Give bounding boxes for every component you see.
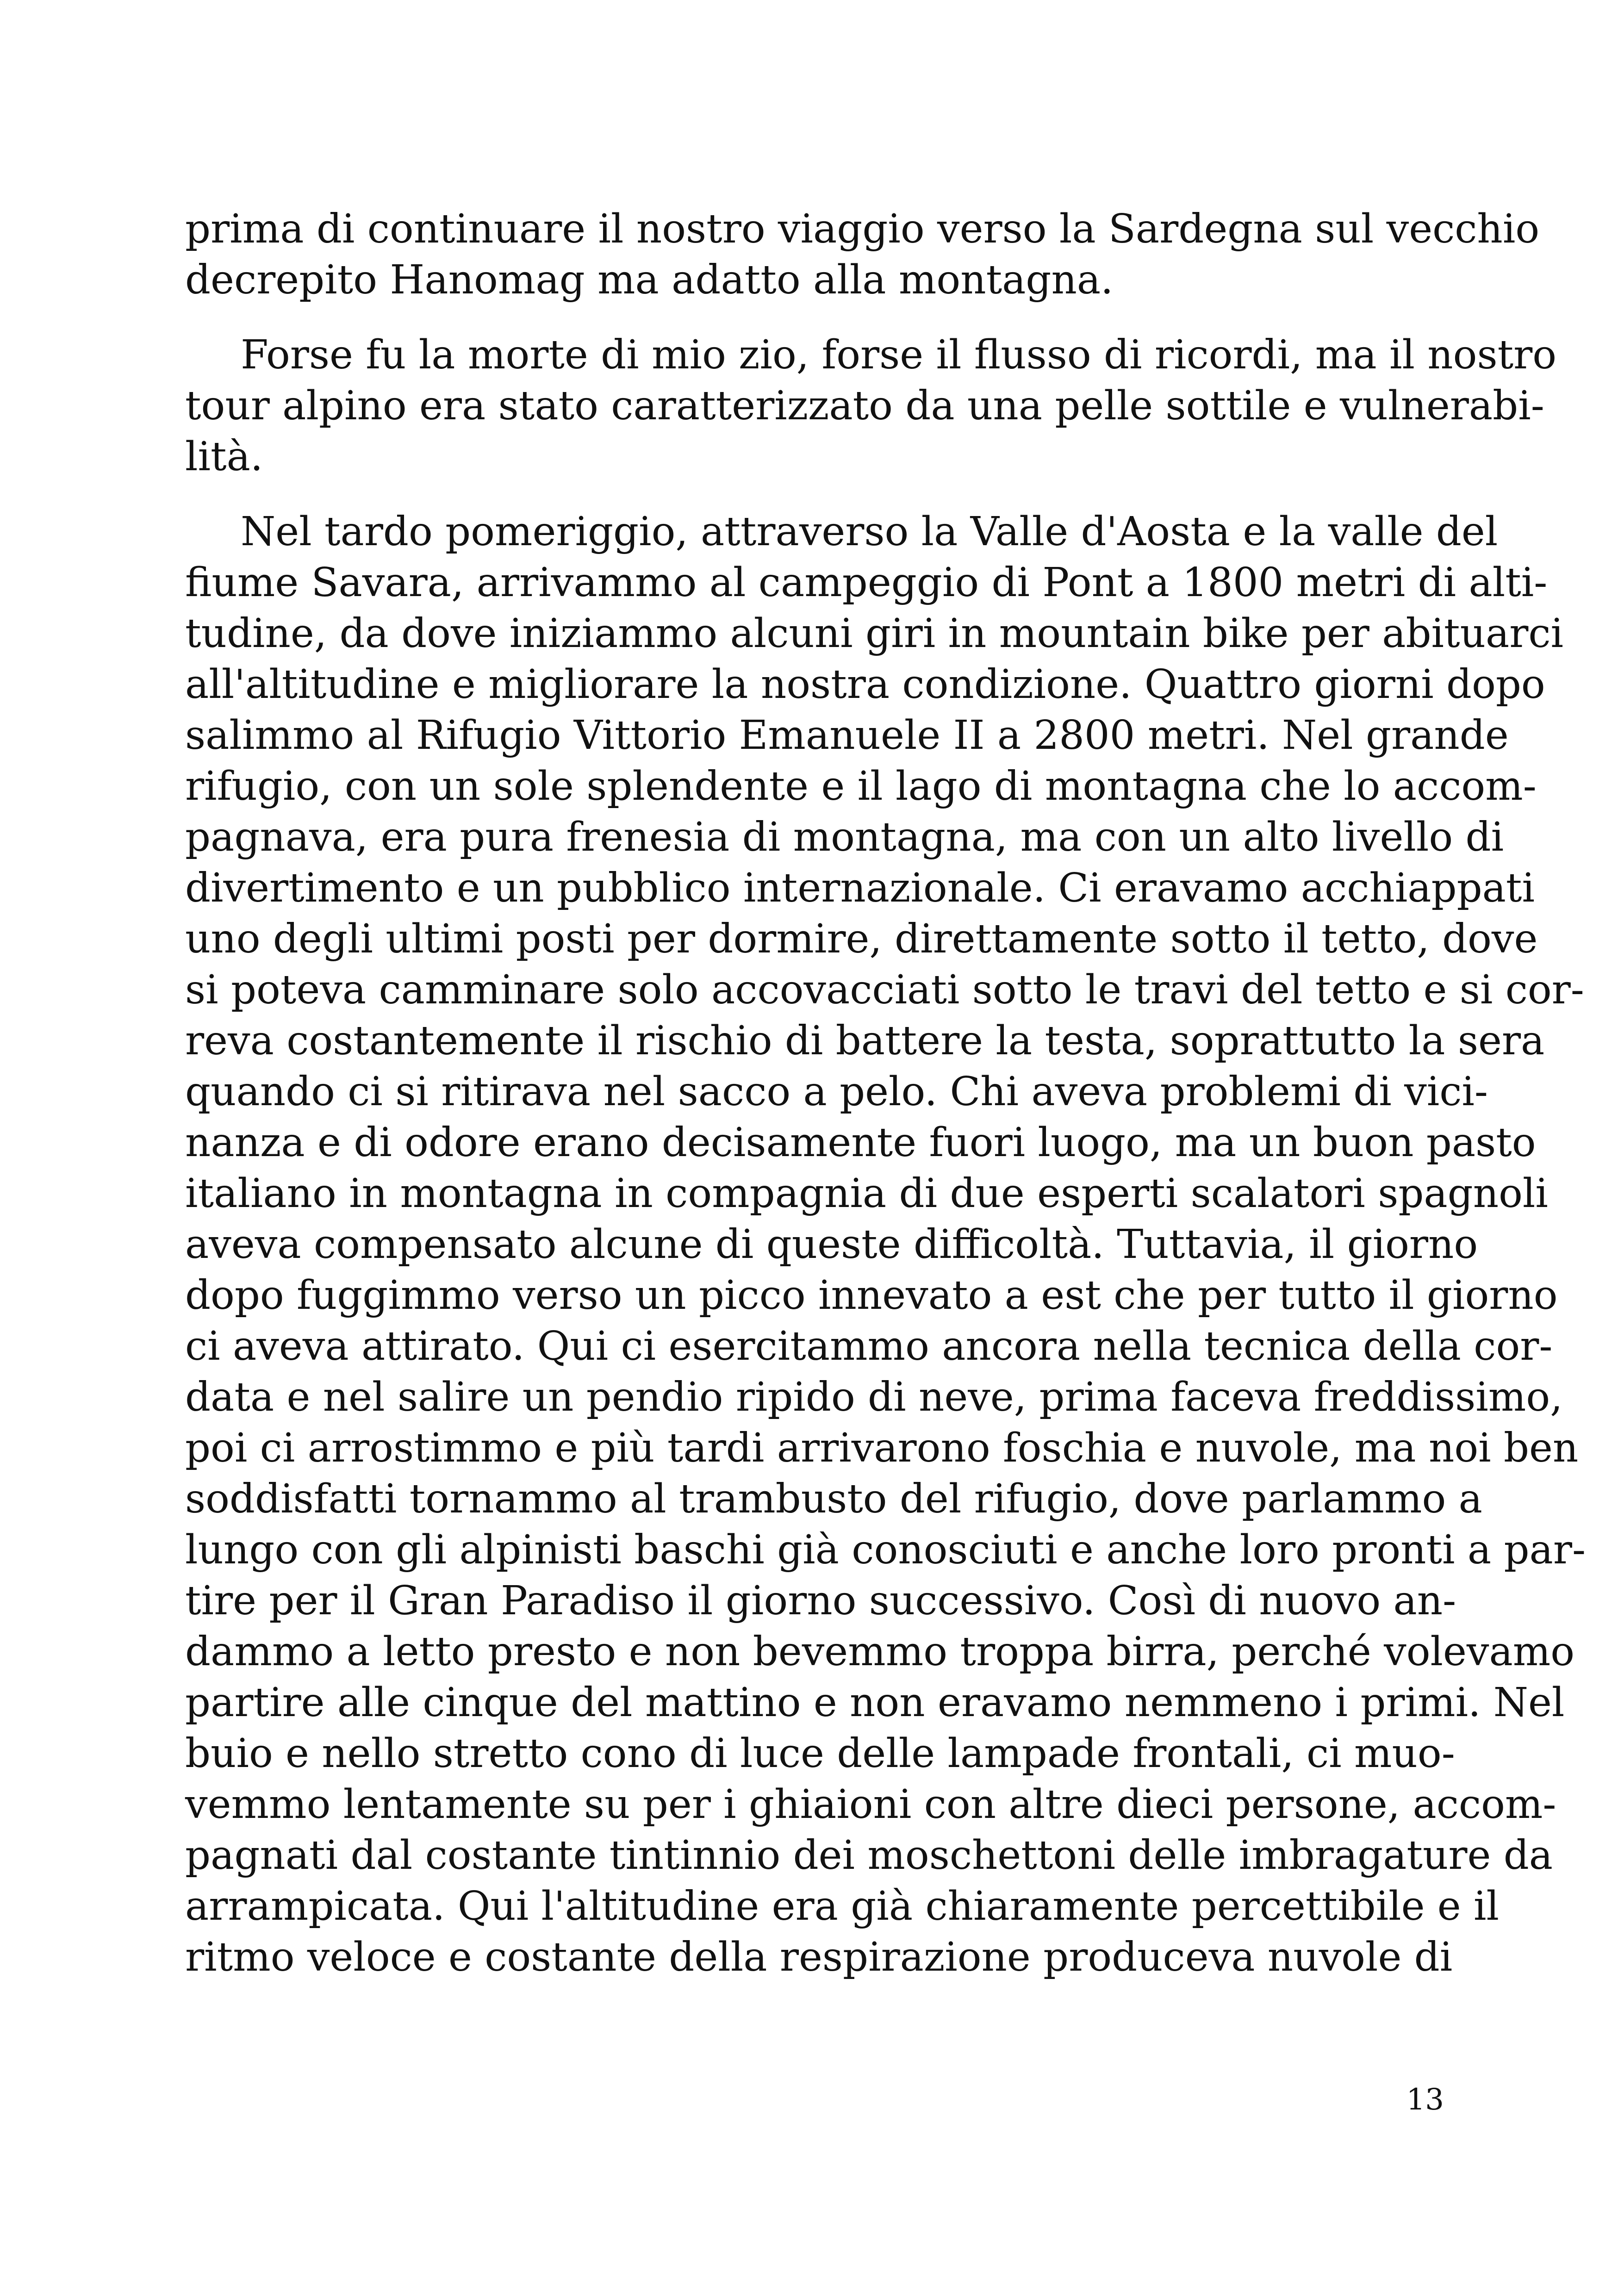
text-line: rifugio, con un sole splendente e il lago di montagna che lo accom- xyxy=(185,763,1537,809)
text-line: pagnava, era pura frenesia di montagna, ma con un alto livello di xyxy=(185,814,1504,860)
text-line: uno degli ultimi posti per dormire, direttamente sotto il tetto, dove xyxy=(185,916,1538,962)
text-line: fiume Savara, arrivammo al campeggio di Pont a 1800 metri di alti- xyxy=(185,560,1548,606)
text-line: Nel tardo pomeriggio, attraverso la Valle d'Aosta e la valle del xyxy=(241,509,1498,555)
paragraph-2 xyxy=(185,330,1557,482)
paragraph-3 xyxy=(185,506,1586,1983)
text-line: data e nel salire un pendio ripido di neve, prima faceva freddissimo, xyxy=(185,1374,1563,1420)
text-line: dammo a letto presto e non bevemmo troppa birra, perché volevamo xyxy=(185,1629,1575,1675)
paragraph-1 xyxy=(185,204,1540,305)
text-line: nanza e di odore erano decisamente fuori luogo, ma un buon pasto xyxy=(185,1120,1536,1166)
text-line: tour alpino era stato caratterizzato da una pelle sottile e vulnerabi- xyxy=(185,383,1544,429)
text-line: ci aveva attirato. Qui ci esercitammo ancora nella tecnica della cor- xyxy=(185,1323,1553,1369)
text-line: aveva compensato alcune di queste difficoltà. Tuttavia, il giorno xyxy=(185,1221,1478,1268)
text-line: decrepito Hanomag ma adatto alla montagna. xyxy=(185,257,1114,303)
text-line: divertimento e un pubblico internazionale. Ci eravamo acchiappati xyxy=(185,865,1535,911)
text-line: reva costantemente il rischio di battere la testa, soprattutto la sera xyxy=(185,1018,1545,1064)
text-line: quando ci si ritirava nel sacco a pelo. Chi aveva problemi di vici- xyxy=(185,1069,1488,1115)
body-text xyxy=(185,204,1586,1983)
paragraph-spacer xyxy=(185,305,1444,330)
text-line: soddisfatti tornammo al trambusto del rifugio, dove parlammo a xyxy=(185,1476,1482,1522)
text-line: all'altitudine e migliorare la nostra condizione. Quattro giorni dopo xyxy=(185,661,1545,708)
text-line: Forse fu la morte di mio zio, forse il flusso di ricordi, ma il nostro xyxy=(241,332,1557,378)
text-line: ritmo veloce e costante della respirazione produceva nuvole di xyxy=(185,1934,1453,1980)
text-line: lungo con gli alpinisti baschi già conosciuti e anche loro pronti a par- xyxy=(185,1527,1586,1573)
text-line: vemmo lentamente su per i ghiaioni con altre dieci persone, accom- xyxy=(185,1781,1556,1828)
text-line: dopo fuggimmo verso un picco innevato a est che per tutto il giorno xyxy=(185,1272,1558,1319)
text-line: tire per il Gran Paradiso il giorno successivo. Così di nuovo an- xyxy=(185,1578,1456,1624)
text-line: partire alle cinque del mattino e non eravamo nemmeno i primi. Nel xyxy=(185,1680,1565,1726)
text-line: pagnati dal costante tintinnio dei moschettoni delle imbragature da xyxy=(185,1832,1553,1879)
text-line: italiano in montagna in compagnia di due esperti scalatori spagnoli xyxy=(185,1170,1548,1217)
text-line: salimmo al Rifugio Vittorio Emanuele II a 2800 metri. Nel grande xyxy=(185,712,1509,759)
text-line: lità. xyxy=(185,434,263,480)
paragraph-spacer xyxy=(185,482,1444,506)
text-line: buio e nello stretto cono di luce delle lampade frontali, ci muo- xyxy=(185,1730,1455,1777)
text-line: si poteva camminare solo accovacciati sotto le travi del tetto e si cor- xyxy=(185,967,1584,1013)
text-line: arrampicata. Qui l'altitudine era già chiaramente percettibile e il xyxy=(185,1883,1500,1929)
text-line: prima di continuare il nostro viaggio verso la Sardegna sul vecchio xyxy=(185,206,1540,252)
page-number: 13 xyxy=(1406,2083,1444,2117)
text-line: poi ci arrostimmo e più tardi arrivarono foschia e nuvole, ma noi ben xyxy=(185,1425,1579,1471)
text-line: tudine, da dove iniziammo alcuni giri in mountain bike per abituarci xyxy=(185,610,1564,657)
